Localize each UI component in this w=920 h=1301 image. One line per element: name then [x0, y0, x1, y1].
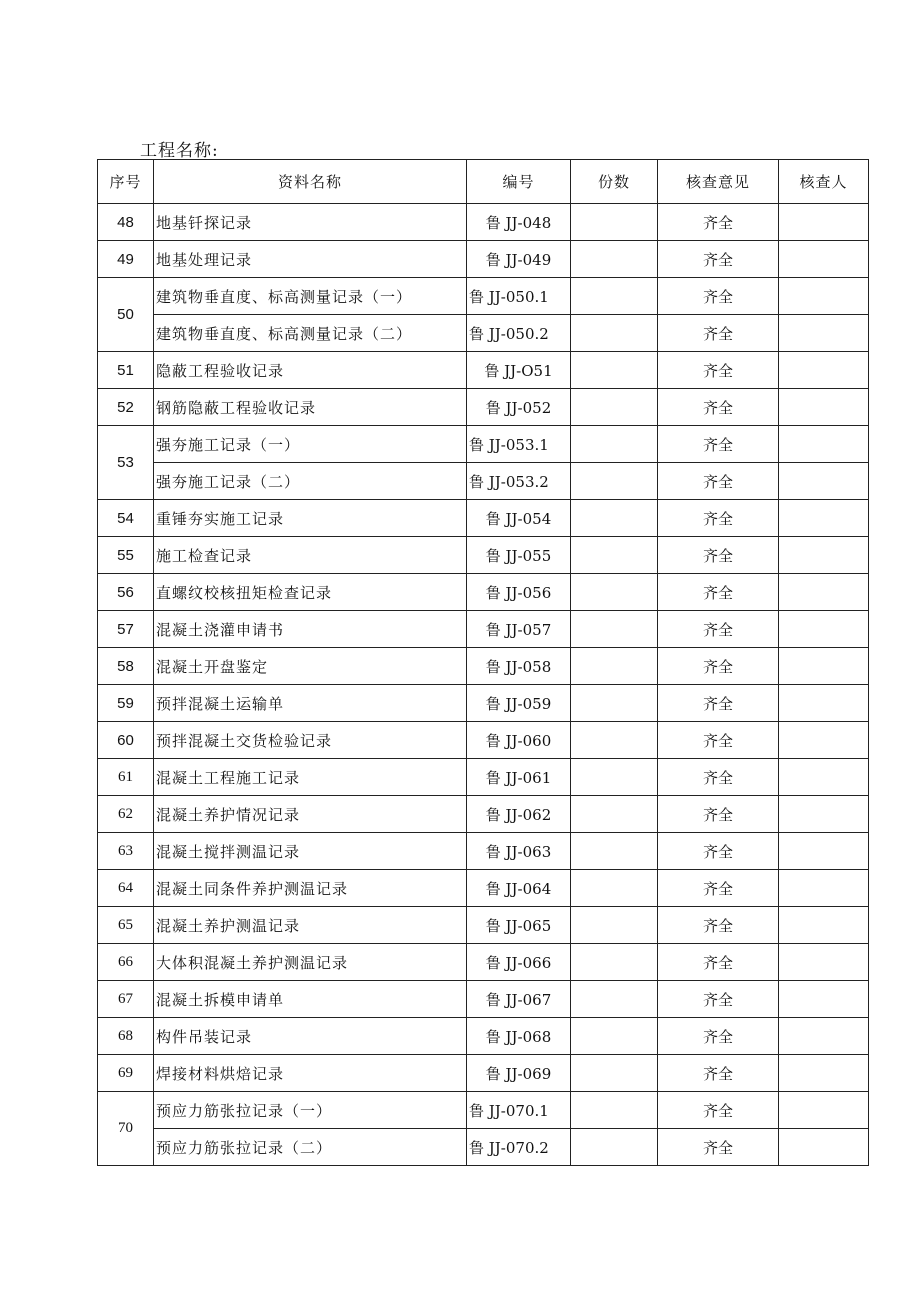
row-opinion: 齐全 [658, 1092, 779, 1129]
row-code: 鲁 JJ-067 [467, 981, 571, 1018]
row-code: 鲁 JJ-069 [467, 1055, 571, 1092]
row-seq: 50 [98, 278, 154, 352]
row-checker [779, 611, 869, 648]
row-copies [571, 352, 658, 389]
table-row [98, 537, 869, 574]
row-code: 鲁 JJ-066 [467, 944, 571, 981]
row-code: 鲁 JJ-060 [467, 722, 571, 759]
row-checker [779, 352, 869, 389]
row-checker [779, 315, 869, 352]
row-checker [779, 426, 869, 463]
row-seq: 61 [98, 759, 154, 796]
row-name: 混凝土养护情况记录 [154, 796, 467, 833]
row-seq: 53 [98, 426, 154, 500]
records-body [98, 204, 869, 1166]
row-checker [779, 1092, 869, 1129]
row-code: 鲁 JJ-054 [467, 500, 571, 537]
row-name: 地基处理记录 [154, 241, 467, 278]
table-row [98, 389, 869, 426]
table-row [98, 685, 869, 722]
table-row [98, 833, 869, 870]
table-row [98, 574, 869, 611]
row-checker [779, 241, 869, 278]
row-opinion: 齐全 [658, 278, 779, 315]
table-row [98, 722, 869, 759]
row-checker [779, 389, 869, 426]
row-checker [779, 1129, 869, 1166]
row-copies [571, 870, 658, 907]
row-checker [779, 500, 869, 537]
row-name: 构件吊装记录 [154, 1018, 467, 1055]
row-checker [779, 685, 869, 722]
row-seq: 52 [98, 389, 154, 426]
row-opinion: 齐全 [658, 426, 779, 463]
row-code: 鲁 JJ-059 [467, 685, 571, 722]
row-copies [571, 426, 658, 463]
row-code: 鲁 JJ-058 [467, 648, 571, 685]
row-copies [571, 463, 658, 500]
row-copies [571, 500, 658, 537]
row-copies [571, 389, 658, 426]
row-opinion: 齐全 [658, 389, 779, 426]
header-copies: 份数 [571, 160, 658, 204]
row-checker [779, 278, 869, 315]
row-opinion: 齐全 [658, 500, 779, 537]
row-copies [571, 833, 658, 870]
row-seq: 55 [98, 537, 154, 574]
row-seq: 67 [98, 981, 154, 1018]
row-name: 大体积混凝土养护测温记录 [154, 944, 467, 981]
table-row [98, 352, 869, 389]
table-row [98, 796, 869, 833]
row-name: 预拌混凝土交货检验记录 [154, 722, 467, 759]
row-opinion: 齐全 [658, 759, 779, 796]
row-seq: 51 [98, 352, 154, 389]
table-row [98, 1129, 869, 1166]
row-copies [571, 1092, 658, 1129]
row-name: 隐蔽工程验收记录 [154, 352, 467, 389]
row-seq: 54 [98, 500, 154, 537]
row-copies [571, 1055, 658, 1092]
table-row [98, 1018, 869, 1055]
row-copies [571, 907, 658, 944]
table-row [98, 648, 869, 685]
table-row [98, 870, 869, 907]
row-seq: 64 [98, 870, 154, 907]
table-row [98, 426, 869, 463]
row-opinion: 齐全 [658, 204, 779, 241]
row-seq: 62 [98, 796, 154, 833]
row-opinion: 齐全 [658, 463, 779, 500]
row-name: 钢筋隐蔽工程验收记录 [154, 389, 467, 426]
table-row [98, 315, 869, 352]
row-seq: 60 [98, 722, 154, 759]
row-copies [571, 796, 658, 833]
row-checker [779, 1018, 869, 1055]
row-seq: 70 [98, 1092, 154, 1166]
row-copies [571, 1129, 658, 1166]
row-opinion: 齐全 [658, 611, 779, 648]
table-row [98, 611, 869, 648]
row-checker [779, 574, 869, 611]
row-copies [571, 944, 658, 981]
row-checker [779, 833, 869, 870]
table-row [98, 463, 869, 500]
row-opinion: 齐全 [658, 574, 779, 611]
row-name: 焊接材料烘焙记录 [154, 1055, 467, 1092]
row-name: 预拌混凝土运输单 [154, 685, 467, 722]
row-checker [779, 870, 869, 907]
row-code: 鲁 JJ-057 [467, 611, 571, 648]
row-checker [779, 981, 869, 1018]
row-checker [779, 722, 869, 759]
row-name: 建筑物垂直度、标高测量记录（二） [154, 315, 467, 352]
row-seq: 69 [98, 1055, 154, 1092]
row-name: 强夯施工记录（一） [154, 426, 467, 463]
table-row [98, 1092, 869, 1129]
table-row [98, 981, 869, 1018]
table-row [98, 944, 869, 981]
row-copies [571, 1018, 658, 1055]
header-name: 资料名称 [154, 160, 467, 204]
table-row [98, 278, 869, 315]
records-table [97, 159, 869, 1166]
row-name: 预应力筋张拉记录（二） [154, 1129, 467, 1166]
row-copies [571, 648, 658, 685]
row-code: 鲁 JJ-070.1 [467, 1092, 571, 1129]
row-checker [779, 944, 869, 981]
row-copies [571, 611, 658, 648]
row-name: 混凝土浇灌申请书 [154, 611, 467, 648]
row-code: 鲁 JJ-053.2 [467, 463, 571, 500]
row-checker [779, 759, 869, 796]
row-code: 鲁 JJ-050.1 [467, 278, 571, 315]
row-code: 鲁 JJ-062 [467, 796, 571, 833]
row-copies [571, 537, 658, 574]
row-name: 地基钎探记录 [154, 204, 467, 241]
table-header-row [98, 160, 869, 204]
row-seq: 66 [98, 944, 154, 981]
row-code: 鲁 JJ-068 [467, 1018, 571, 1055]
row-code: 鲁 JJ-052 [467, 389, 571, 426]
row-seq: 63 [98, 833, 154, 870]
row-name: 混凝土拆模申请单 [154, 981, 467, 1018]
row-code: 鲁 JJ-O51 [467, 352, 571, 389]
row-checker [779, 907, 869, 944]
row-checker [779, 537, 869, 574]
row-code: 鲁 JJ-063 [467, 833, 571, 870]
row-seq: 59 [98, 685, 154, 722]
row-opinion: 齐全 [658, 315, 779, 352]
row-seq: 56 [98, 574, 154, 611]
table-row [98, 500, 869, 537]
row-name: 预应力筋张拉记录（一） [154, 1092, 467, 1129]
row-checker [779, 796, 869, 833]
row-name: 混凝土同条件养护测温记录 [154, 870, 467, 907]
row-opinion: 齐全 [658, 241, 779, 278]
row-opinion: 齐全 [658, 833, 779, 870]
row-opinion: 齐全 [658, 537, 779, 574]
row-name: 施工检查记录 [154, 537, 467, 574]
row-checker [779, 463, 869, 500]
row-opinion: 齐全 [658, 685, 779, 722]
row-seq: 49 [98, 241, 154, 278]
row-copies [571, 722, 658, 759]
project-name-label: 工程名称: [140, 141, 219, 161]
header-opinion: 核查意见 [658, 160, 779, 204]
row-copies [571, 981, 658, 1018]
table-row [98, 241, 869, 278]
row-name: 混凝土搅拌测温记录 [154, 833, 467, 870]
row-copies [571, 759, 658, 796]
row-seq: 57 [98, 611, 154, 648]
row-opinion: 齐全 [658, 870, 779, 907]
row-opinion: 齐全 [658, 648, 779, 685]
row-code: 鲁 JJ-050.2 [467, 315, 571, 352]
row-opinion: 齐全 [658, 796, 779, 833]
header-code: 编号 [467, 160, 571, 204]
row-copies [571, 241, 658, 278]
row-name: 强夯施工记录（二） [154, 463, 467, 500]
row-name: 混凝土开盘鉴定 [154, 648, 467, 685]
row-name: 混凝土养护测温记录 [154, 907, 467, 944]
row-code: 鲁 JJ-061 [467, 759, 571, 796]
row-opinion: 齐全 [658, 944, 779, 981]
row-copies [571, 574, 658, 611]
row-code: 鲁 JJ-049 [467, 241, 571, 278]
row-copies [571, 204, 658, 241]
row-name: 混凝土工程施工记录 [154, 759, 467, 796]
row-checker [779, 648, 869, 685]
row-opinion: 齐全 [658, 907, 779, 944]
row-checker [779, 1055, 869, 1092]
row-code: 鲁 JJ-070.2 [467, 1129, 571, 1166]
row-opinion: 齐全 [658, 981, 779, 1018]
row-checker [779, 204, 869, 241]
row-code: 鲁 JJ-055 [467, 537, 571, 574]
table-row [98, 204, 869, 241]
row-opinion: 齐全 [658, 1018, 779, 1055]
table-row [98, 1055, 869, 1092]
row-copies [571, 685, 658, 722]
row-name: 直螺纹校核扭矩检查记录 [154, 574, 467, 611]
header-checker: 核查人 [779, 160, 869, 204]
row-seq: 68 [98, 1018, 154, 1055]
table-row [98, 759, 869, 796]
row-opinion: 齐全 [658, 722, 779, 759]
row-name: 建筑物垂直度、标高测量记录（一） [154, 278, 467, 315]
row-code: 鲁 JJ-053.1 [467, 426, 571, 463]
table-row [98, 907, 869, 944]
row-copies [571, 315, 658, 352]
row-code: 鲁 JJ-056 [467, 574, 571, 611]
row-seq: 48 [98, 204, 154, 241]
row-code: 鲁 JJ-064 [467, 870, 571, 907]
row-opinion: 齐全 [658, 1129, 779, 1166]
row-name: 重锤夯实施工记录 [154, 500, 467, 537]
header-seq: 序号 [98, 160, 154, 204]
row-code: 鲁 JJ-065 [467, 907, 571, 944]
row-opinion: 齐全 [658, 352, 779, 389]
row-code: 鲁 JJ-048 [467, 204, 571, 241]
row-copies [571, 278, 658, 315]
row-seq: 65 [98, 907, 154, 944]
row-opinion: 齐全 [658, 1055, 779, 1092]
row-seq: 58 [98, 648, 154, 685]
